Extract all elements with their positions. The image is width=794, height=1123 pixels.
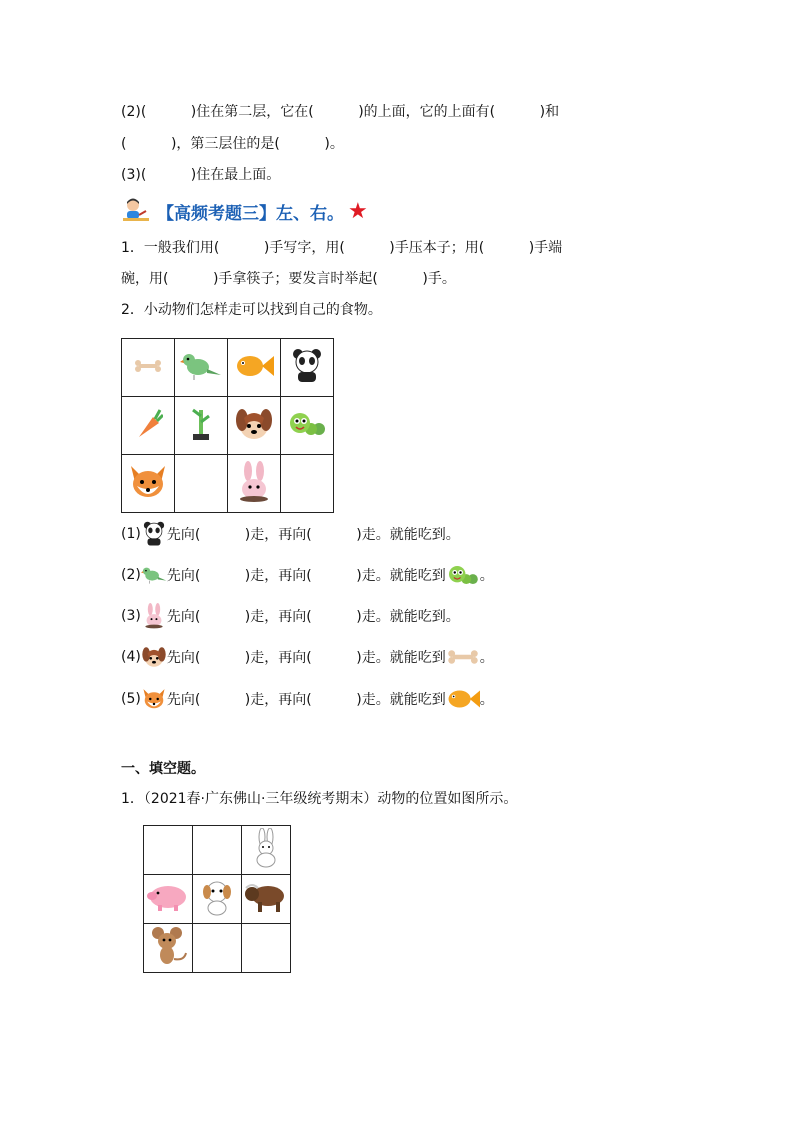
grid-cell [193,875,242,924]
grid-cell [144,826,193,875]
question-3-line: (3)( )住在最上面。 [121,167,281,183]
grid-cell [122,455,175,513]
question-end: 。 [479,692,494,708]
animal-grid [143,825,291,973]
grid-cell [228,397,281,455]
dog-icon [234,404,274,444]
question-text: 先向( )走，再向( )走。就能吃到 [166,568,446,584]
grid-cell [122,397,175,455]
caterpillar-icon [446,561,480,589]
bone-icon [446,643,480,671]
rabbit-icon [236,461,272,503]
question-end: 。 [479,568,494,584]
question-2-prompt: 2．小动物们怎样走可以找到自己的食物。 [121,302,382,318]
puppy-icon [200,878,234,916]
grid-cell [175,455,228,513]
panda-icon [141,521,167,547]
student-writing-icon [121,197,151,225]
question-text: 先向( )走，再向( )走。就能吃到 [166,650,446,666]
grid-cell [193,924,242,973]
grid-cell [228,455,281,513]
pig-icon [146,881,190,913]
grid-cell [228,339,281,397]
question-text: 先向( )走，再向( )走。就能吃到。 [166,609,460,625]
bird-icon [141,562,167,588]
grid-cell [175,397,228,455]
fish-icon [446,685,480,713]
question-text: 先向( )走，再向( )走。就能吃到 [166,692,446,708]
route-question-2 [121,562,494,588]
grid-cell [281,455,334,513]
star-icon: ★ [348,198,368,224]
dog-icon [141,644,167,670]
food-grid [121,338,334,513]
question-number: (2) [121,567,141,583]
question-end: 。 [479,650,494,666]
question-1-line2: 碗，用( )手拿筷子；要发言时举起( )手。 [121,271,456,287]
grid-cell [122,339,175,397]
section-heading [121,197,368,225]
fox-icon [141,686,167,712]
grid-cell [242,924,291,973]
mouse-icon [148,925,188,967]
question-1-line1: 1．一般我们用( )手写字，用( )手压本子；用( )手端 [121,240,563,256]
rabbit-icon [141,603,167,629]
question-number: (1) [121,526,141,542]
fish-icon [234,350,274,382]
grid-cell [242,826,291,875]
fox-icon [127,462,169,502]
panda-icon [290,348,324,384]
route-question-1 [121,521,460,547]
fill-question-1: 1．（2021春·广东佛山·三年级统考期末）动物的位置如图所示。 [121,791,518,807]
question-number: (5) [121,691,141,707]
grid-cell [193,826,242,875]
route-question-3 [121,603,460,629]
question-2-line1: (2)( )住在第二层，它在( )的上面，它的上面有( )和 [121,104,560,120]
section-title: 一、填空题。 [121,761,205,777]
question-number: (3) [121,608,141,624]
route-question-4 [121,644,494,670]
bone-icon [133,358,163,374]
caterpillar-icon [287,407,327,441]
question-2-line2: ( )，第三层住的是( )。 [121,136,344,152]
heading-title: 【高频考题三】左、右。 [157,203,344,224]
question-text: 先向( )走，再向( )走。就能吃到。 [166,527,460,543]
white-rabbit-icon [252,828,280,868]
grid-cell [144,875,193,924]
grid-cell [175,339,228,397]
grid-cell [242,875,291,924]
grid-cell [281,397,334,455]
bird-icon [180,349,222,383]
bamboo-icon [189,406,213,442]
route-question-5 [121,686,494,712]
carrot-icon [133,407,163,441]
question-number: (4) [121,649,141,665]
grid-cell [144,924,193,973]
grid-cell [281,339,334,397]
buffalo-icon [244,880,288,914]
